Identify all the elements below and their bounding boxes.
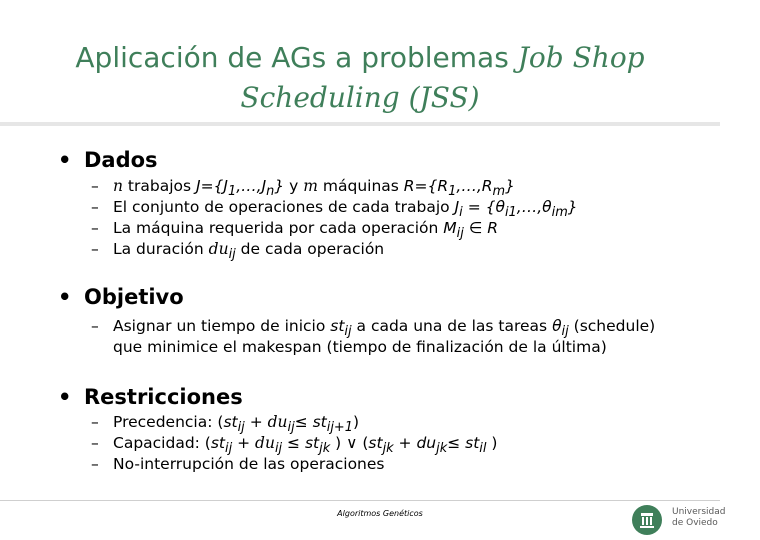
sub: im [551, 205, 568, 221]
objetivo-item-1-cont: que minimice el makespan (tiempo de finalización de la última) [113, 338, 607, 356]
text: Capacidad: ( [113, 434, 211, 452]
title-italic-2: Scheduling (JSS) [240, 81, 480, 114]
title-separator [0, 122, 720, 126]
var-du: du [267, 413, 288, 431]
op: ≤ [294, 413, 313, 431]
crest-icon [639, 511, 655, 529]
dash: – [91, 219, 99, 237]
op: + [232, 434, 256, 452]
section-restricciones [58, 384, 243, 410]
sub: i1 [504, 205, 517, 221]
op: ) ∨ ( [330, 434, 369, 452]
set-r: R={R [403, 177, 449, 195]
university-line-2: de Oviedo [672, 518, 718, 528]
text: El conjunto de operaciones de cada trabajo [113, 198, 455, 216]
section-objetivo [58, 284, 184, 310]
text: No-interrupción de las operaciones [113, 455, 385, 473]
op: ≤ [447, 434, 466, 452]
sub: 1 [228, 184, 237, 200]
dots: ,…,θ [516, 198, 552, 216]
set-j-mid: ,…,J [236, 177, 267, 195]
brace: } [567, 198, 578, 216]
var-du: du [208, 240, 229, 258]
section-heading: Dados [84, 148, 158, 172]
section-heading: Objetivo [84, 285, 184, 309]
sub: jk [436, 441, 448, 457]
dash: – [91, 240, 99, 258]
var-du: du [255, 434, 275, 452]
brace: } [505, 177, 515, 195]
dados-item-4 [91, 239, 384, 265]
bullet: • [58, 285, 72, 309]
section-heading: Restricciones [84, 385, 243, 409]
var-m: M [443, 219, 457, 237]
sub: ij [561, 324, 569, 340]
eq: = {θ [462, 198, 505, 216]
var-st: st [330, 317, 345, 335]
title-text: Aplicación de AGs a problemas [75, 41, 518, 74]
university-name [672, 507, 726, 529]
dash: – [91, 413, 99, 431]
footer-divider [0, 500, 720, 501]
dash: – [91, 455, 99, 473]
paren: ) [486, 434, 498, 452]
text: Asignar un tiempo de inicio [113, 317, 331, 335]
footer-text: Algoritmos Genéticos [337, 509, 423, 518]
bullet: • [58, 385, 72, 409]
sub: ij [344, 324, 352, 340]
sub: ij [456, 226, 464, 242]
var-st: st [210, 434, 226, 452]
var-du: du [416, 434, 437, 452]
text: (schedule) [568, 317, 656, 335]
dash: – [91, 317, 99, 335]
sub: jk [382, 441, 394, 457]
op: ≤ [282, 434, 305, 452]
op: + [244, 413, 268, 431]
text: Precedencia: ( [113, 413, 224, 431]
text: La máquina requerida por cada operación [113, 219, 444, 237]
title-line-1 [0, 38, 720, 78]
var-j: J [454, 198, 460, 216]
sub: m [492, 184, 506, 200]
sub: 1 [448, 184, 457, 200]
in-r: ∈ R [463, 219, 498, 237]
var-m: m [303, 177, 318, 195]
dash: – [91, 434, 99, 452]
sub: n [266, 184, 275, 200]
sub: ij [287, 420, 295, 436]
text: y [284, 177, 304, 195]
text: trabajos [122, 177, 196, 195]
university-logo-icon [632, 505, 662, 535]
var-st: st [312, 413, 327, 431]
university-line-1: Universidad [672, 507, 726, 517]
set-r-mid: ,…,R [456, 177, 493, 195]
text: a cada una de las tareas [351, 317, 553, 335]
var-st: st [223, 413, 238, 431]
var-n: n [113, 177, 123, 195]
sub: ij [225, 441, 233, 457]
restricciones-item-3 [91, 454, 385, 475]
var-theta: θ [552, 317, 562, 335]
var-st: st [368, 434, 383, 452]
set-j: J={J [196, 177, 228, 195]
sub: ij [237, 420, 245, 436]
sub: jk [319, 441, 331, 457]
text: La duración [113, 240, 209, 258]
section-dados [58, 147, 158, 173]
sub: ij [274, 441, 283, 457]
slide-title [0, 38, 720, 118]
sub: ij [228, 247, 236, 263]
var-st: st [304, 434, 320, 452]
paren: ) [352, 413, 360, 431]
var-st: st [465, 434, 480, 452]
sub: il [479, 441, 487, 457]
text: máquinas [317, 177, 404, 195]
op: + [393, 434, 417, 452]
sub: ij+1 [326, 420, 353, 436]
bullet: • [58, 148, 72, 172]
title-italic-1: Job Shop [517, 41, 645, 74]
dash: – [91, 177, 99, 195]
text: de cada operación [235, 240, 385, 258]
sub: i [459, 205, 463, 221]
dash: – [91, 198, 99, 216]
brace: } [274, 177, 285, 195]
